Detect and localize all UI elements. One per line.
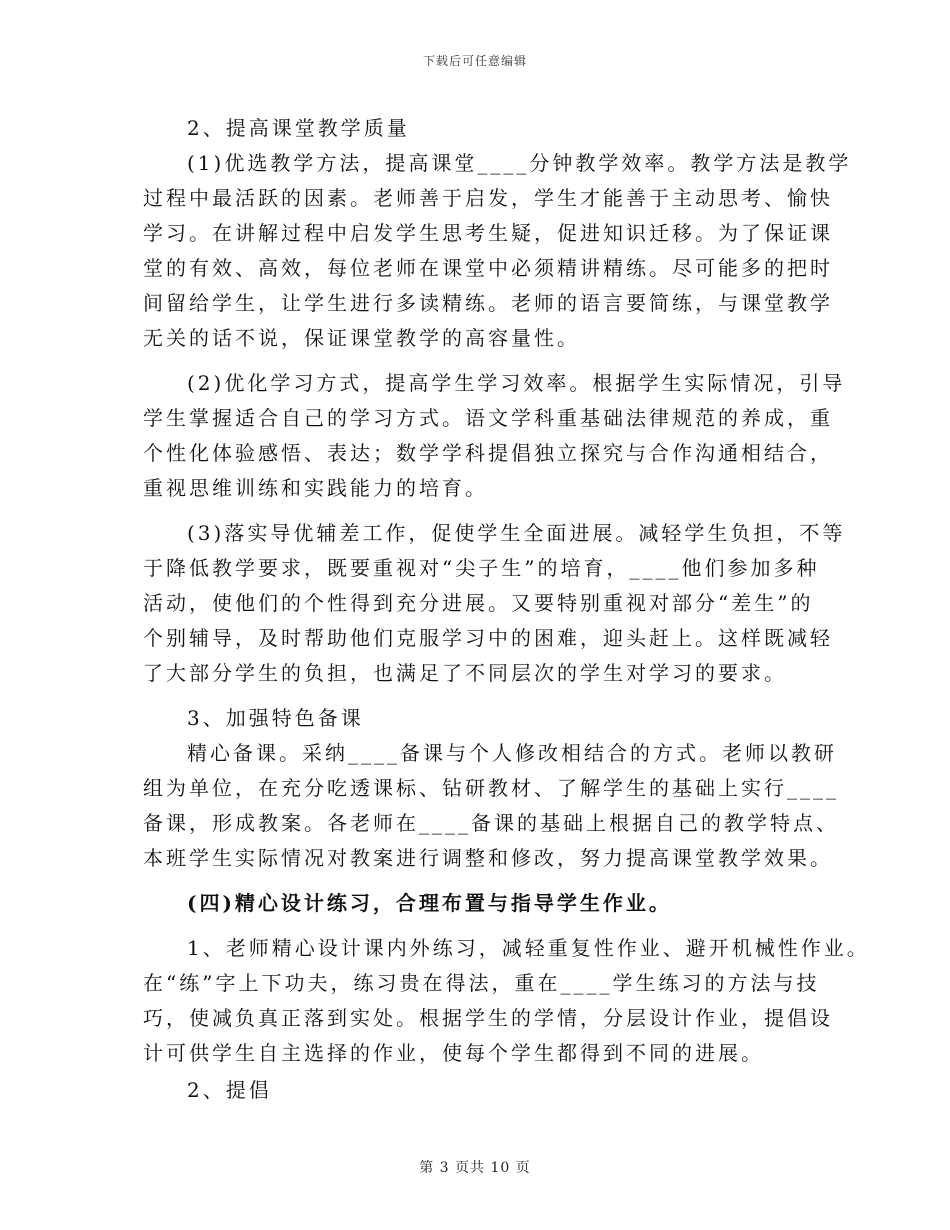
paragraph-line: 了大部分学生的负担，也满足了不同层次的学生对学习的要求。: [143, 661, 787, 685]
paragraph-line: 计可供学生自主选择的作业，使每个学生都得到不同的进展。: [143, 1041, 764, 1065]
paragraph-line: 组为单位，在充分吃透课标、钻研教材、了解学生的基础上实行____: [143, 776, 839, 800]
paragraph-line: 活动，使他们的个性得到充分进展。又要特别重视对部分“差生”的: [143, 591, 814, 615]
paragraph-line: 个别辅导，及时帮助他们克服学习中的困难，迎头赶上。这样既减轻: [143, 626, 833, 650]
paragraph-line: (1)优选教学方法，提高课堂____分钟教学效率。教学方法是教学: [187, 151, 852, 175]
paragraph-line: 在“练”字上下功夫，练习贵在得法，重在____学生练习的方法与技: [143, 971, 820, 995]
page-header: 下载后可任意编辑: [422, 54, 527, 68]
paragraph-line: 过程中最活跃的因素。老师善于启发，学生才能善于主动思考、愉快: [143, 186, 833, 210]
paragraph-line: 个性化体验感悟、表达；数学学科提倡独立探究与合作沟通相结合，: [143, 441, 833, 465]
paragraph-line: 学习。在讲解过程中启发学生思考生疑，促进知识迁移。为了保证课: [143, 221, 833, 245]
section-heading-2: 2、提高课堂教学质量: [187, 116, 410, 140]
paragraph-line: 本班学生实际情况对教案进行调整和修改，努力提高课堂教学效果。: [143, 846, 833, 870]
paragraph-line: 于降低教学要求，既要重视对“尖子生”的培育，____他们参加多种: [143, 556, 820, 580]
paragraph-line: 学生掌握适合自己的学习方式。语文学科重基础法律规范的养成，重: [143, 406, 833, 430]
paragraph-line: 重视思维训练和实践能力的培育。: [143, 476, 488, 500]
paragraph-line: 备课，形成教案。各老师在____备课的基础上根据自己的教学特点、: [143, 811, 839, 835]
paragraph-line: (2)优化学习方式，提高学生学习效率。根据学生实际情况，引导: [187, 371, 846, 395]
section-heading-4: (四)精心设计练习，合理布置与指导学生作业。: [187, 891, 672, 915]
paragraph-line: 间留给学生，让学生进行多读精练。老师的语言要简练，与课堂教学: [143, 291, 833, 315]
paragraph-line: 巧，使减负真正落到实处。根据学生的学情，分层设计作业，提倡设: [143, 1006, 833, 1030]
paragraph-line: 堂的有效、高效，每位老师在课堂中必须精讲精练。尽可能多的把时: [143, 256, 833, 280]
page-footer: 第 3 页共 10 页: [419, 1160, 531, 1176]
paragraph-line: 无关的话不说，保证课堂教学的高容量性。: [143, 326, 580, 350]
section-heading-3: 3、加强特色备课: [187, 706, 364, 730]
paragraph-line: (3)落实导优辅差工作，促使学生全面进展。减轻学生负担，不等: [187, 521, 846, 545]
paragraph-line: 精心备课。采纳____备课与个人修改相结合的方式。老师以教研: [187, 741, 837, 765]
paragraph-line: 1、老师精心设计课内外练习，减轻重复性作业、避开机械性作业。: [187, 936, 870, 960]
paragraph-line: 2、提倡: [187, 1078, 272, 1102]
